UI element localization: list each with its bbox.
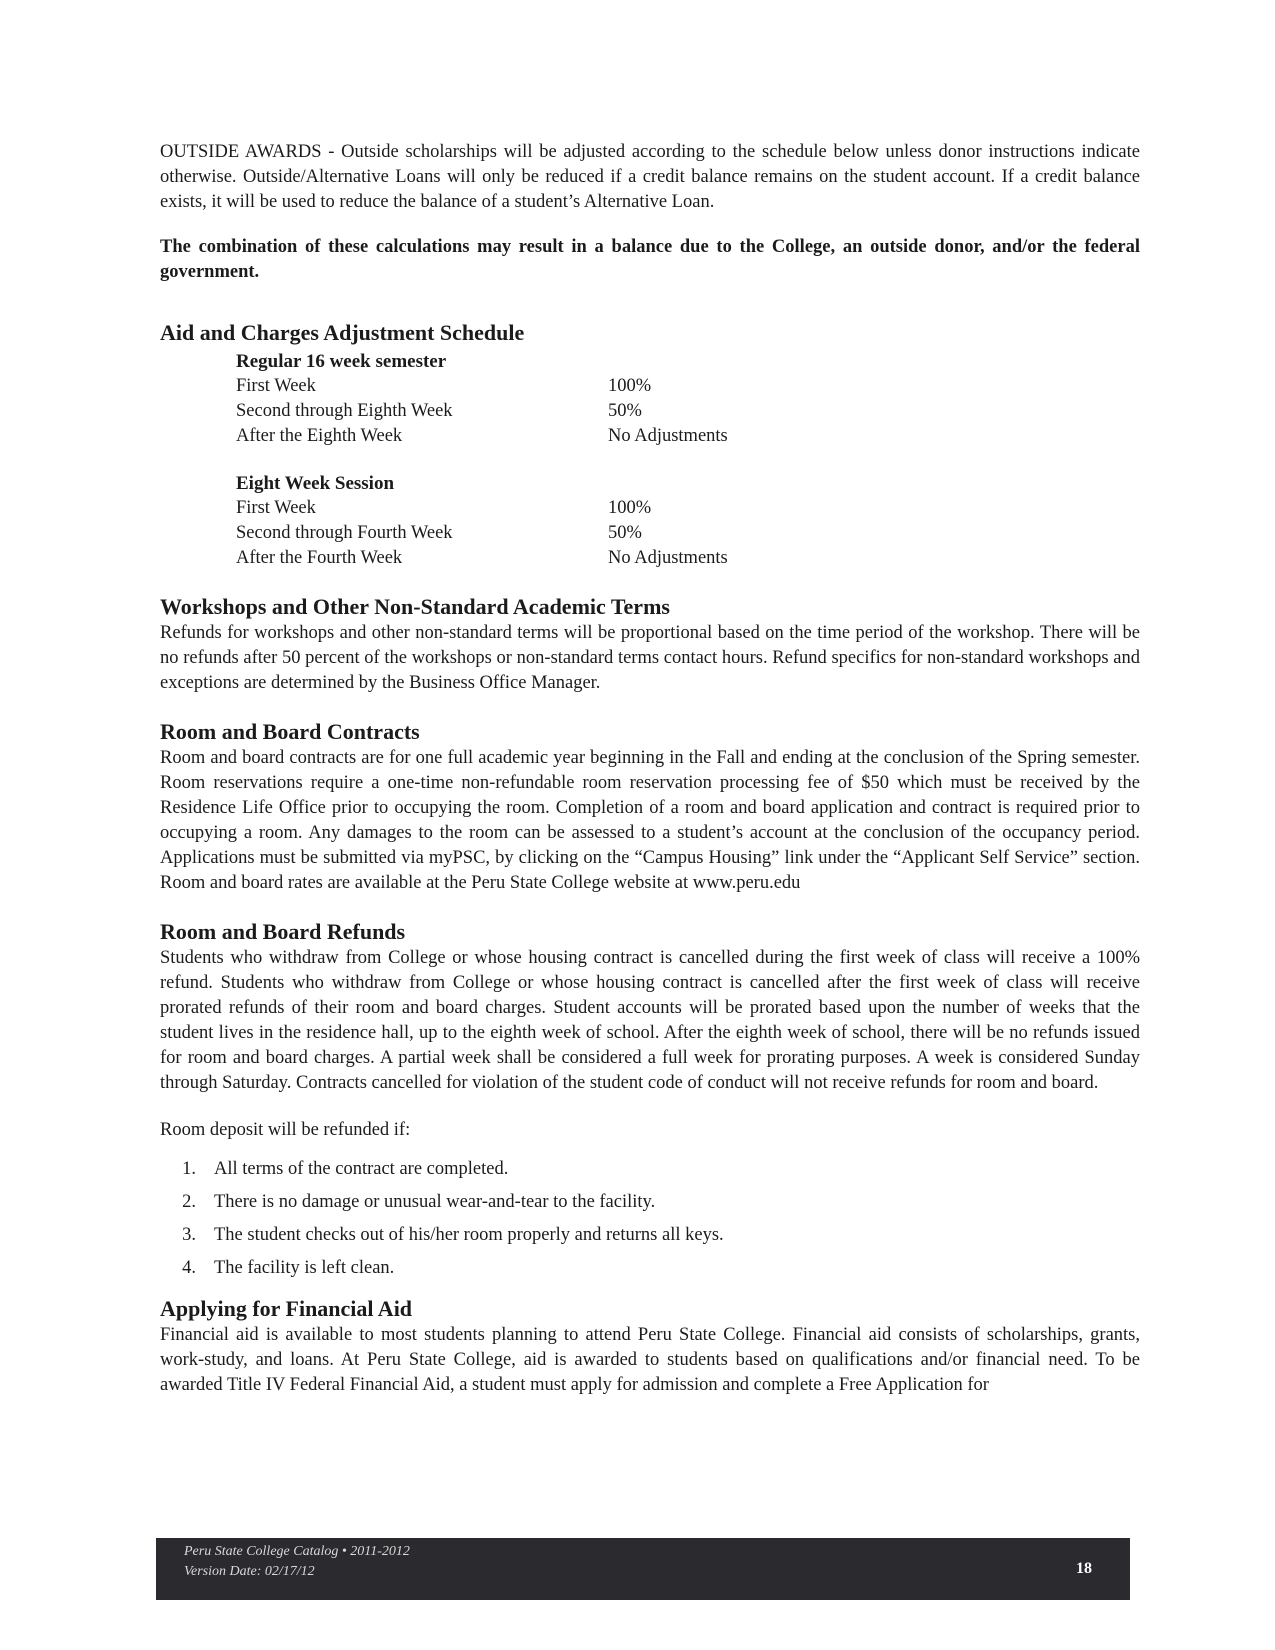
schedule-row: [236, 496, 1140, 521]
adjustment-schedule: [236, 349, 1140, 571]
workshops-paragraph: Refunds for workshops and other non-standard terms will be proportional based on the time period of the workshop. There will be no refunds after 50 percent of the workshops or non-standard terms contact hours. Refund specifics for non-standard workshops and exceptions are determined by the Business Office Manager.: [160, 623, 1140, 693]
page-footer: [156, 1538, 1130, 1600]
room-refunds-heading: Room and Board Refunds: [160, 919, 406, 944]
list-item: [160, 1190, 1140, 1215]
regular-semester-title: Regular 16 week semester: [236, 351, 447, 372]
schedule-row-label: Second through Fourth Week: [236, 523, 453, 543]
schedule-row-label: Second through Eighth Week: [236, 401, 453, 421]
room-contracts-heading: Room and Board Contracts: [160, 719, 420, 744]
list-item: [160, 1256, 1140, 1281]
schedule-row: [236, 424, 1140, 449]
catalog-title: Peru State College Catalog • 2011-2012: [184, 1544, 410, 1559]
schedule-row-value: 100%: [608, 498, 652, 518]
schedule-row: [236, 521, 1140, 546]
schedule-row-label: After the Fourth Week: [236, 548, 403, 568]
schedule-row: [236, 546, 1140, 571]
schedule-row-value: No Adjustments: [608, 426, 728, 446]
schedule-row-value: 50%: [608, 401, 642, 421]
eight-week-session-title: Eight Week Session: [236, 473, 395, 494]
list-number: 1.: [182, 1159, 196, 1179]
deposit-intro: Room deposit will be refunded if:: [160, 1120, 411, 1140]
room-refunds-paragraph: Students who withdraw from College or whose housing contract is cancelled during the first week of class will receive a 100% refund. Students who withdraw from College or whose housing contract is cancelled after the first week of class will receive prorated refunds of their room and board charges. Student accounts will be prorated based upon the number of weeks that the student lives in the residence hall, up to the eighth week of school. After the eighth week of school, there will be no refunds issued for room and board charges. A partial week shall be considered a full week for prorating purposes. A week is considered Sunday through Saturday. Contracts cancelled for violation of the student code of conduct will not receive refunds for room and board.: [160, 948, 1140, 1093]
document-page: [160, 140, 1140, 1398]
schedule-row-value: No Adjustments: [608, 548, 728, 568]
room-contracts-paragraph: Room and board contracts are for one full academic year beginning in the Fall and ending at the conclusion of the Spring semester. Room reservations require a one-time non-refundable room reservation processing fee of $50 which must be received by the Residence Life Office prior to occupying the room. Completion of a room and board application and contract is required prior to occupying a room. Any damages to the room can be assessed to a student’s account at the conclusion of the occupancy period. Applications must be submitted via myPSC, by clicking on the “Campus Housing” link under the “Applicant Self Service” section. Room and board rates are available at the Peru State College website at www.peru.edu: [160, 748, 1140, 893]
schedule-row-value: 100%: [608, 376, 652, 396]
schedule-row-label: First Week: [236, 498, 316, 518]
combination-note: The combination of these calculations may result in a balance due to the College, an outside donor, and/or the federal government.: [160, 237, 1140, 282]
schedule-row-label: First Week: [236, 376, 316, 396]
schedule-row-value: 50%: [608, 523, 642, 543]
list-number: 2.: [182, 1192, 196, 1212]
list-number: 4.: [182, 1258, 196, 1278]
list-item: [160, 1223, 1140, 1248]
deposit-conditions-list: [160, 1157, 1140, 1281]
schedule-row-label: After the Eighth Week: [236, 426, 403, 446]
outside-awards-paragraph: OUTSIDE AWARDS - Outside scholarships will be adjusted according to the schedule below unless donor instructions indicate otherwise. Outside/Alternative Loans will only be reduced if a credit balance remains on the student account. If a credit balance exists, it will be used to reduce the balance of a student’s Alternative Loan.: [160, 142, 1140, 212]
list-text: The student checks out of his/her room properly and returns all keys.: [214, 1225, 724, 1245]
list-item: [160, 1157, 1140, 1182]
page-number: 18: [1076, 1560, 1092, 1577]
list-text: There is no damage or unusual wear-and-tear to the facility.: [214, 1192, 656, 1212]
financial-aid-heading: Applying for Financial Aid: [160, 1296, 413, 1321]
list-text: All terms of the contract are completed.: [214, 1159, 509, 1179]
financial-aid-paragraph: Financial aid is available to most students planning to attend Peru State College. Financial aid consists of scholarships, grants, work-study, and loans. At Peru State College, aid is awarded to students based on qualifications and/or financial need. To be awarded Title IV Federal Financial Aid, a student must apply for admission and complete a Free Application for: [160, 1325, 1140, 1395]
schedule-heading: Aid and Charges Adjustment Schedule: [160, 320, 525, 345]
list-number: 3.: [182, 1225, 196, 1245]
list-text: The facility is left clean.: [214, 1258, 395, 1278]
schedule-row: [236, 399, 1140, 424]
workshops-heading: Workshops and Other Non-Standard Academic Terms: [160, 594, 670, 619]
version-date: Version Date: 02/17/12: [184, 1564, 315, 1579]
schedule-row: [236, 374, 1140, 399]
